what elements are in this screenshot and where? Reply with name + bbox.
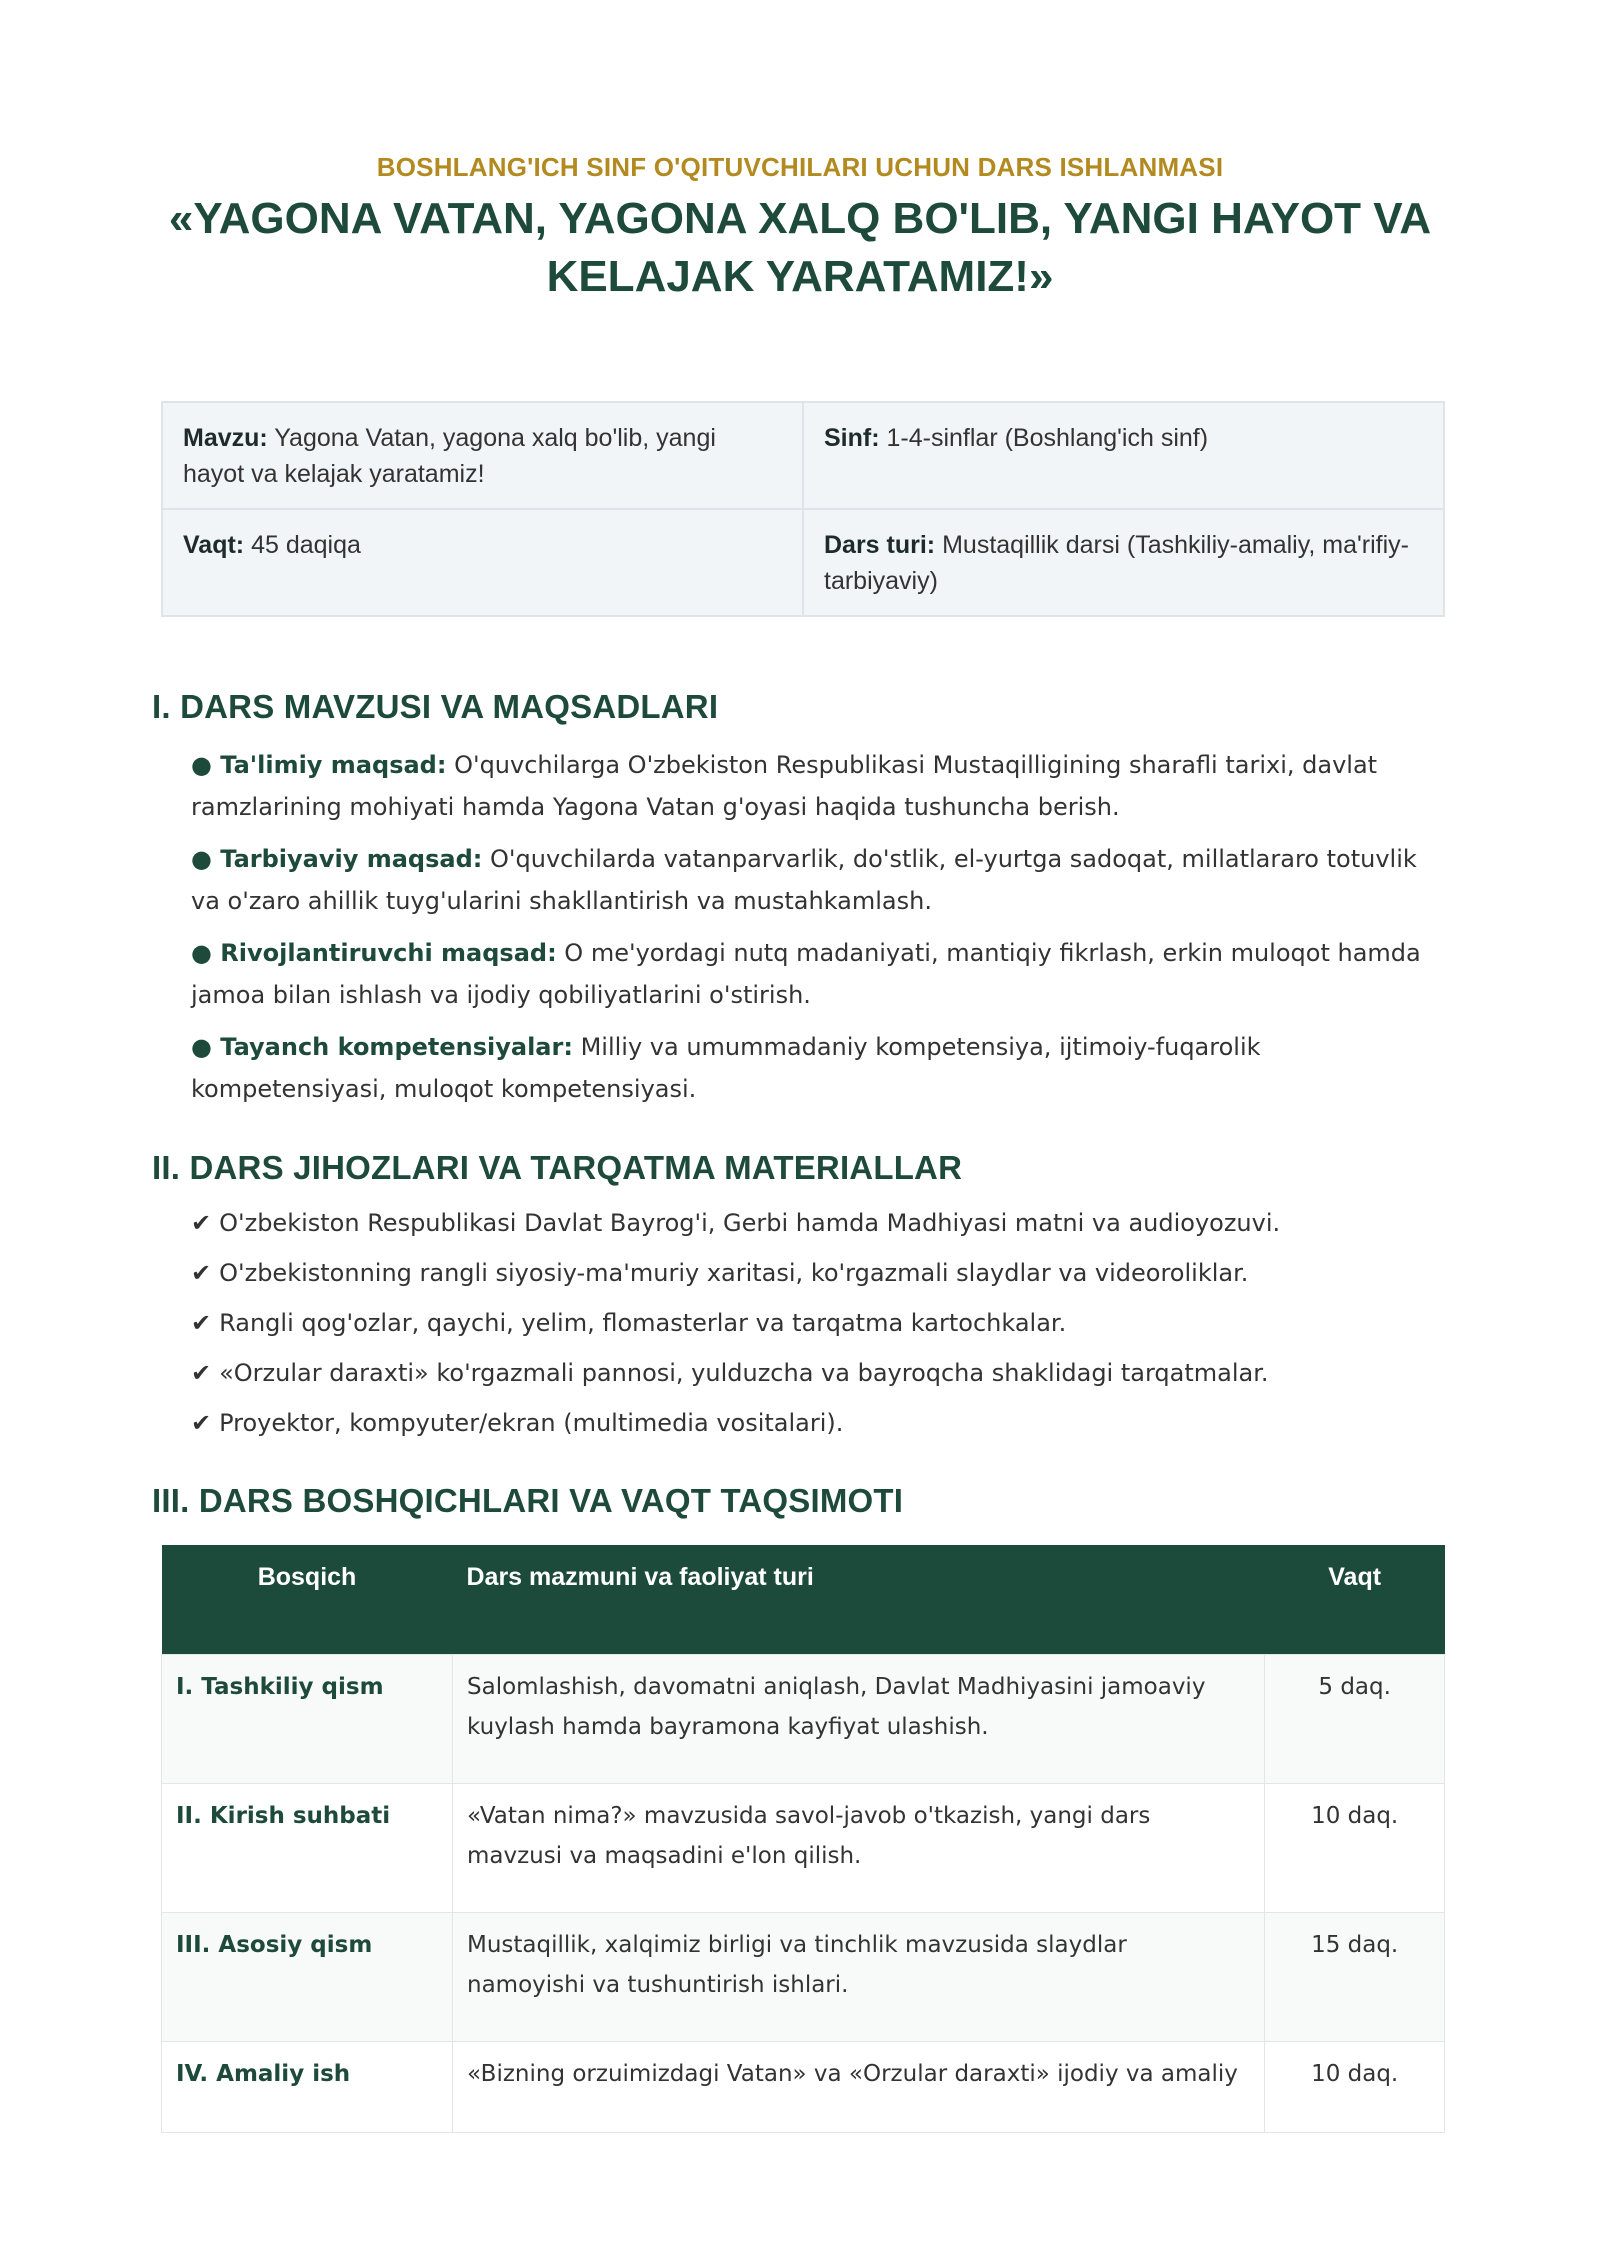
time-cell: 5 daq. <box>1265 1655 1445 1784</box>
stage-cell: II. Kirish suhbati <box>162 1784 453 1913</box>
stages-table <box>161 1545 1445 2133</box>
table-row <box>162 2042 1445 2133</box>
stage-cell: III. Asosiy qism <box>162 1913 453 2042</box>
list-item: ● Rivojlantiruvchi maqsad: O me'yordagi nutq madaniyati, mantiqiy fikrlash, erkin muloqot hamda jamoa bilan ishlash va ijodiy qobiliyatlarini o'stirish. <box>191 939 1421 1009</box>
content-cell: Mustaqillik, xalqimiz birligi va tinchlik mavzusida slaydlar namoyishi va tushuntirish ishlari. <box>453 1913 1265 2042</box>
time-cell: 10 daq. <box>1265 1784 1445 1913</box>
materials-list <box>191 1205 1451 1455</box>
stage-cell: IV. Amaliy ish <box>162 2042 453 2133</box>
column-header-content: Dars mazmuni va faoliyat turi <box>453 1545 1265 1655</box>
checkmark-icon: ✔ <box>191 1359 212 1387</box>
time-cell: 15 daq. <box>1265 1913 1445 2042</box>
goals-list <box>191 744 1451 1120</box>
info-label-vaqt: Vaqt: <box>183 531 245 559</box>
table-row <box>162 1784 1445 1913</box>
column-header-stage: Bosqich <box>162 1545 453 1655</box>
list-item: ● Tarbiyaviy maqsad: O'quvchilarda vatanparvarlik, do'stlik, el-yurtga sadoqat, millatlararo totuvlik va o'zaro ahillik tuyg'ularini shakllantirish va mustahkamlash. <box>191 845 1417 915</box>
list-item: ✔ Rangli qog'ozlar, qaychi, yelim, flomasterlar va tarqatma kartochkalar. <box>191 1305 1451 1355</box>
column-header-time: Vaqt <box>1265 1545 1445 1655</box>
section-title-stages: III. DARS BOSHQICHLARI VA VAQT TAQSIMOTI <box>152 1482 904 1519</box>
info-label-sinf: Sinf: <box>824 424 880 452</box>
info-cell-sinf <box>803 402 1444 509</box>
info-label-mavzu: Mavzu: <box>183 424 268 452</box>
info-value-vaqt: 45 daqiqa <box>244 531 361 559</box>
info-cell-vaqt <box>162 509 803 616</box>
section-title-goals: I. DARS MAVZUSI VA MAQSADLARI <box>152 688 719 725</box>
checkmark-icon: ✔ <box>191 1259 212 1287</box>
content-cell: «Bizning orzuimizdagi Vatan» va «Orzular daraxti» ijodiy va amaliy <box>453 2042 1265 2133</box>
info-cell-mavzu <box>162 402 803 509</box>
list-item: ✔ Proyektor, kompyuter/ekran (multimedia vositalari). <box>191 1405 1451 1455</box>
document-kicker: BOSHLANG'ICH SINF O'QITUVCHILARI UCHUN DARS ISHLANMASI <box>376 152 1224 182</box>
info-cell-dars-turi <box>803 509 1444 616</box>
content-cell: «Vatan nima?» mavzusida savol-javob o'tkazish, yangi dars mavzusi va maqsadini e'lon qilish. <box>453 1784 1265 1913</box>
info-value-mavzu: Yagona Vatan, yagona xalq bo'lib, yangi hayot va kelajak yaratamiz! <box>183 424 716 488</box>
info-label-dars-turi: Dars turi: <box>824 531 936 559</box>
list-item: ✔ «Orzular daraxti» ko'rgazmali pannosi, yulduzcha va bayroqcha shaklidagi tarqatmalar. <box>191 1355 1451 1405</box>
list-item: ● Tayanch kompetensiyalar: Milliy va umummadaniy kompetensiya, ijtimoiy-fuqarolik kompetensiyasi, muloqot kompetensiyasi. <box>191 1033 1261 1103</box>
checkmark-icon: ✔ <box>191 1409 212 1437</box>
checkmark-icon: ✔ <box>191 1309 212 1337</box>
document-title: «YAGONA VATAN, YAGONA XALQ BO'LIB, YANGI HAYOT VA KELAJAK YARATAMIZ!» <box>168 194 1432 301</box>
info-value-dars-turi: Mustaqillik darsi (Tashkiliy-amaliy, ma'rifiy-tarbiyaviy) <box>824 531 1409 595</box>
list-item: ✔ O'zbekistonning rangli siyosiy-ma'muriy xaritasi, ko'rgazmali slaydlar va videoroliklar. <box>191 1255 1451 1305</box>
time-cell: 10 daq. <box>1265 2042 1445 2133</box>
checkmark-icon: ✔ <box>191 1209 212 1237</box>
info-value-sinf: 1-4-sinflar (Boshlang'ich sinf) <box>879 424 1209 452</box>
table-header-row <box>162 1545 1445 1655</box>
stage-cell: I. Tashkiliy qism <box>162 1655 453 1784</box>
content-cell: Salomlashish, davomatni aniqlash, Davlat Madhiyasini jamoaviy kuylash hamda bayramona kayfiyat ulashish. <box>453 1655 1265 1784</box>
section-title-materials: II. DARS JIHOZLARI VA TARQATMA MATERIALLAR <box>152 1149 963 1186</box>
list-item: ● Ta'limiy maqsad: O'quvchilarga O'zbekiston Respublikasi Mustaqilligining sharafli tarixi, davlat ramzlarining mohiyati hamda Yagona Vatan g'oyasi haqida tushuncha berish. <box>191 751 1378 821</box>
table-row <box>162 1655 1445 1784</box>
list-item: ✔ O'zbekiston Respublikasi Davlat Bayrog'i, Gerbi hamda Madhiyasi matni va audioyozuvi. <box>191 1205 1451 1255</box>
lesson-info-table <box>161 401 1445 617</box>
table-row <box>162 1913 1445 2042</box>
